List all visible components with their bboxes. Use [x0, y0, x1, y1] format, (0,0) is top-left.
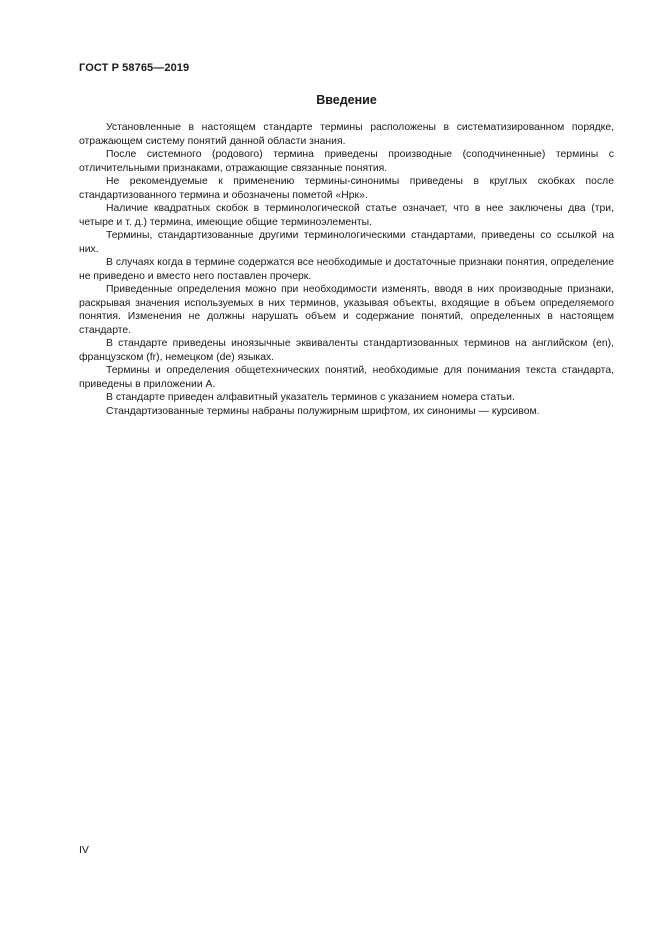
paragraph: В стандарте приведены иноязычные эквиваленты стандартизованных терминов на английском (en), французском (fr), немецком (de) языках.: [79, 338, 614, 363]
paragraph: Термины, стандартизованные другими терминологическими стандартами, приведены со ссылкой на них.: [79, 230, 614, 255]
standard-id: ГОСТ Р 58765—2019: [79, 62, 190, 74]
paragraph: В случаях когда в термине содержатся все необходимые и достаточные признаки понятия, определение не приведено и вместо него поставлен прочерк.: [79, 257, 614, 282]
body-text: [79, 121, 614, 418]
paragraph: Приведенные определения можно при необходимости изменять, вводя в них производные признаки, раскрывая значения используемых в них терминов, указывая объекты, входящие в объем определяемого понятия. Изменения не должны нарушать объем и содержание понятий, определенных в настоящем стандарте.: [79, 284, 614, 336]
paragraph: Не рекомендуемые к применению термины-синонимы приведены в круглых скобках после стандартизованного термина и обозначены пометой «Нрк».: [79, 176, 614, 201]
paragraph: Стандартизованные термины набраны полужирным шрифтом, их синонимы — курсивом.: [106, 405, 540, 417]
paragraph: В стандарте приведен алфавитный указатель терминов с указанием номера статьи.: [106, 392, 515, 403]
section-title: Введение: [316, 93, 377, 107]
paragraph: Наличие квадратных скобок в терминологической статье означает, что в нее заключены два (три, четыре и т. д.) термина, имеющие общие терминоэлементы.: [79, 203, 614, 228]
paragraph: После системного (родового) термина приведены производные (соподчиненные) термины с отличительными признаками, отражающие связанные понятия.: [79, 149, 614, 174]
paragraph: Установленные в настоящем стандарте термины расположены в систематизированном порядке, отражающем систему понятий данной области знания.: [79, 122, 614, 147]
page-number: IV: [79, 844, 89, 856]
paragraph: Термины и определения общетехнических понятий, необходимые для понимания текста стандарта, приведены в приложении А.: [79, 365, 614, 390]
